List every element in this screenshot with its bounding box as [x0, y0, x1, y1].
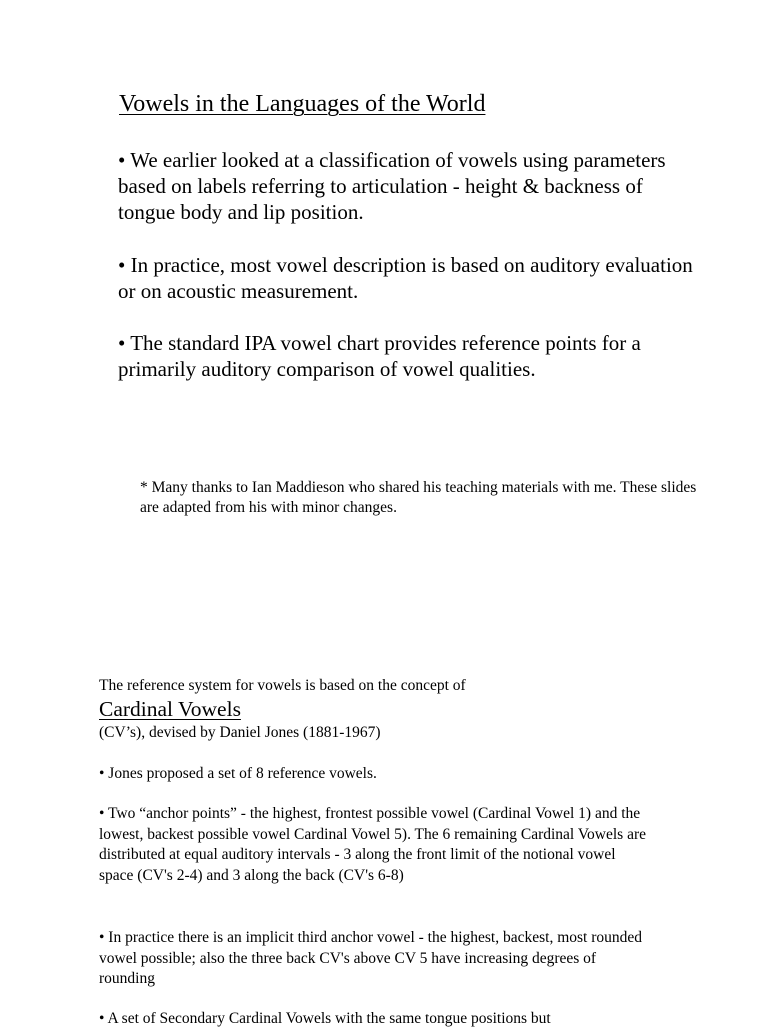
bullet-ipa-chart: • The standard IPA vowel chart provides reference points for a primarily auditory comparison of vowel qualities. — [118, 331, 641, 381]
slide-title: Vowels in the Languages of the World — [119, 91, 486, 117]
bullet-practice: • In practice, most vowel description is based on auditory evaluation or on acoustic measurement. — [118, 253, 693, 303]
paragraph-anchor-points: • Two “anchor points” - the highest, frontest possible vowel (Cardinal Vowel 1) and the lowest, backest possible vowel Cardinal Vowel 5). The 6 remaining Cardinal Vowels are distributed at equal auditory intervals - 3 along the front limit of the notional vowel space (CV's 2-4) and 3 along the back (CV's 6-8) — [99, 805, 646, 884]
paragraph-reference-vowels: • Jones proposed a set of 8 reference vowels. — [99, 765, 377, 782]
section-title: Cardinal Vowels — [99, 697, 241, 721]
acknowledgement-note: * Many thanks to Ian Maddieson who shared his teaching materials with me. These slides are adapted from his with minor changes. — [140, 479, 697, 516]
paragraph-secondary-vowels: • A set of Secondary Cardinal Vowels with the same tongue positions but — [99, 1010, 551, 1027]
subtitle-text: (CV’s), devised by Daniel Jones (1881-1967) — [99, 724, 381, 741]
paragraph-third-anchor: • In practice there is an implicit third anchor vowel - the highest, backest, most rounded vowel possible; also the three back CV's above CV 5 have increasing degrees of rounding — [99, 929, 643, 987]
intro-text: The reference system for vowels is based on the concept of — [99, 677, 466, 694]
bullet-classification: • We earlier looked at a classification of vowels using parameters based on labels referring to articulation - height & backness of tongue body and lip position. — [118, 148, 666, 224]
